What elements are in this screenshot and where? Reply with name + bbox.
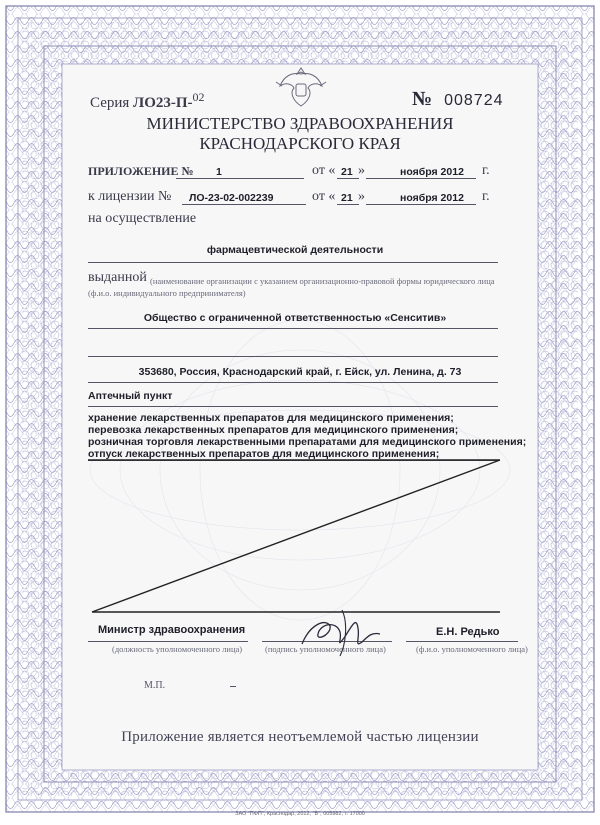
appendix-month-year: ноября 2012 bbox=[400, 166, 464, 178]
stamp-placeholder: М.П. bbox=[144, 680, 166, 691]
organization-name: Общество с ограниченной ответственностью «Сенситив» bbox=[143, 312, 447, 324]
appendix-year-suffix: г. bbox=[482, 163, 490, 178]
appendix-number: 1 bbox=[216, 166, 222, 178]
signature-hint: (подпись уполномоченного лица) bbox=[265, 644, 386, 654]
appendix-day: 21 bbox=[341, 166, 353, 178]
issued-hint-line2: (ф.и.о. индивидуального предпринимателя) bbox=[88, 288, 246, 298]
service-item: хранение лекарственных препаратов для медицинского применения; bbox=[88, 412, 454, 424]
series-suffix: 02 bbox=[192, 90, 205, 104]
service-item: перевозка лекарственных препаратов для медицинского применения; bbox=[88, 424, 459, 436]
license-label: к лицензии № bbox=[88, 189, 172, 204]
license-number: ЛО-23-02-002239 bbox=[189, 192, 274, 204]
license-day: 21 bbox=[341, 192, 353, 204]
series-value: ЛО23-П- bbox=[133, 95, 193, 111]
license-month-year: ноября 2012 bbox=[400, 192, 464, 204]
ministry-title-line2: КРАСНОДАРСКОГО КРАЯ bbox=[199, 134, 401, 153]
stamp-dash bbox=[230, 686, 236, 687]
appendix-label: ПРИЛОЖЕНИЕ № bbox=[88, 164, 194, 178]
activity-value: фармацевтической деятельности bbox=[206, 244, 384, 256]
name-hint: (ф.и.о. уполномоченного лица) bbox=[416, 644, 528, 654]
ministry-title-line1: МИНИСТЕРСТВО ЗДРАВООХРАНЕНИЯ bbox=[146, 114, 454, 133]
appendix-quote-close: » bbox=[358, 163, 365, 178]
license-quote-close: » bbox=[358, 189, 365, 204]
issued-label: выданной bbox=[88, 270, 147, 285]
printer-imprint: ЗАО "ПФП", Краснодар, 2012, "В", 005982, т. 17000 bbox=[235, 811, 365, 817]
issued-hint-line1: (наименование организации с указанием организационно-правовой формы юридического лица bbox=[150, 276, 495, 286]
appendix-footer-note: Приложение является неотъемлемой частью лицензии bbox=[121, 729, 479, 745]
position-hint: (должность уполномоченного лица) bbox=[112, 644, 243, 654]
license-year-suffix: г. bbox=[482, 189, 490, 204]
appendix-from-label: от « bbox=[312, 163, 336, 178]
series-label: Серия bbox=[90, 95, 130, 111]
service-item: отпуск лекарственных препаратов для медицинского применения; bbox=[88, 448, 440, 460]
signer-name: Е.Н. Редько bbox=[436, 626, 500, 638]
signer-position: Министр здравоохранения bbox=[98, 624, 246, 636]
address: 353680, Россия, Краснодарский край, г. Ейск, ул. Ленина, д. 73 bbox=[138, 366, 462, 378]
handwritten-signature bbox=[296, 604, 386, 660]
form-number: 008724 bbox=[444, 92, 504, 109]
service-item: розничная торговля лекарственными препаратами для медицинского применения; bbox=[88, 436, 527, 448]
activity-label: на осуществление bbox=[88, 211, 197, 226]
license-from-label: от « bbox=[312, 189, 336, 204]
point-type: Аптечный пункт bbox=[88, 390, 173, 402]
number-label: № bbox=[412, 88, 433, 110]
